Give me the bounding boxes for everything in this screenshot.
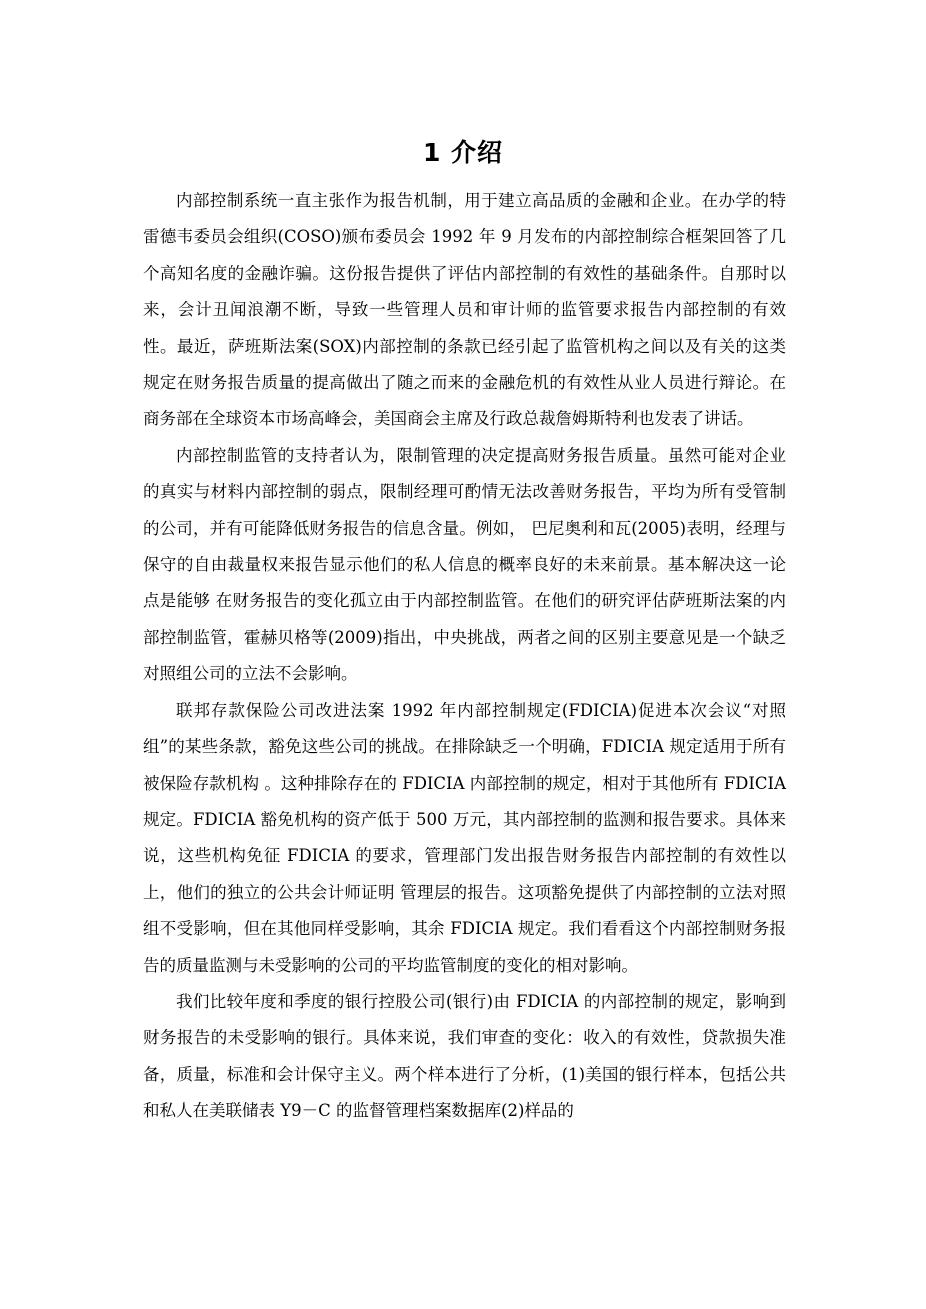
paragraph-3: 联邦存款保险公司改进法案 1992 年内部控制规定(FDICIA)促进本次会议“对照组”的某些条款，豁免这些公司的挑战。在排除缺乏一个明确，FDICIA 规定适用于所有被保险存款机构 。这种排除存在的 FDICIA 内部控制的规定，相对于其他所有 FDICIA 规定。FDICIA 豁免机构的资产低于 500 万元，其内部控制的监测和报告要求。具体来说，这些机构免征 FDICIA 的要求，管理部门发出报告财务报告内部控制的有效性以上，他们的独立的公共会计师证明 管理层的报告。这项豁免提供了内部控制的立法对照组不受影响，但在其他同样受影响，其余 FDICIA 规定。我们看看这个内部控制财务报告的质量监测与未受影响的公司的平均监管制度的变化的相对影响。 [143,700,786,975]
paragraph-2: 内部控制监管的支持者认为，限制管理的决定提高财务报告质量。虽然可能对企业的真实与材料内部控制的弱点，限制经理可酌情无法改善财务报告，平均为所有受管制的公司，并有可能降低财务报告的信息含量。例如， 巴尼奥利和瓦(2005)表明，经理与保守的自由裁量权来报告显示他们的私人信息的概率良好的未来前景。基本解决这一论点是能够 在财务报告的变化孤立由于内部控制监管。在他们的研究评估萨班斯法案的内部控制监管，霍赫贝格等(2009)指出，中央挑战，两者之间的区别主要意见是一个缺乏对照组公司的立法不会影响。 [143,445,786,684]
body-text [143,183,786,1130]
paragraph-4: 我们比较年度和季度的银行控股公司(银行)由 FDICIA 的内部控制的规定，影响到财务报告的未受影响的银行。具体来说，我们审查的变化：收入的有效性，贷款损失准备，质量，标准和会计保守主义。两个样本进行了分析，(1)美国的银行样本，包括公共和私人在美联储表 Y9－C 的监督管理档案数据库(2)样品的 [143,991,786,1121]
paragraph-1: 内部控制系统一直主张作为报告机制，用于建立高品质的金融和企业。在办学的特雷德韦委员会组织(COSO)颁布委员会 1992 年 9 月发布的内部控制综合框架回答了几个高知名度的金融诈骗。这份报告提供了评估内部控制的有效性的基础条件。自那时以来，会计丑闻浪潮不断，导致一些管理人员和审计师的监管要求报告内部控制的有效性。最近，萨班斯法案(SOX)内部控制的条款已经引起了监管机构之间以及有关的这类规定在财务报告质量的提高做出了随之而来的金融危机的有效性从业人员进行辩论。在商务部在全球资本市场高峰会，美国商会主席及行政总裁詹姆斯特利也发表了讲话。 [143,191,786,429]
section-title: 1 介绍 [422,138,504,167]
